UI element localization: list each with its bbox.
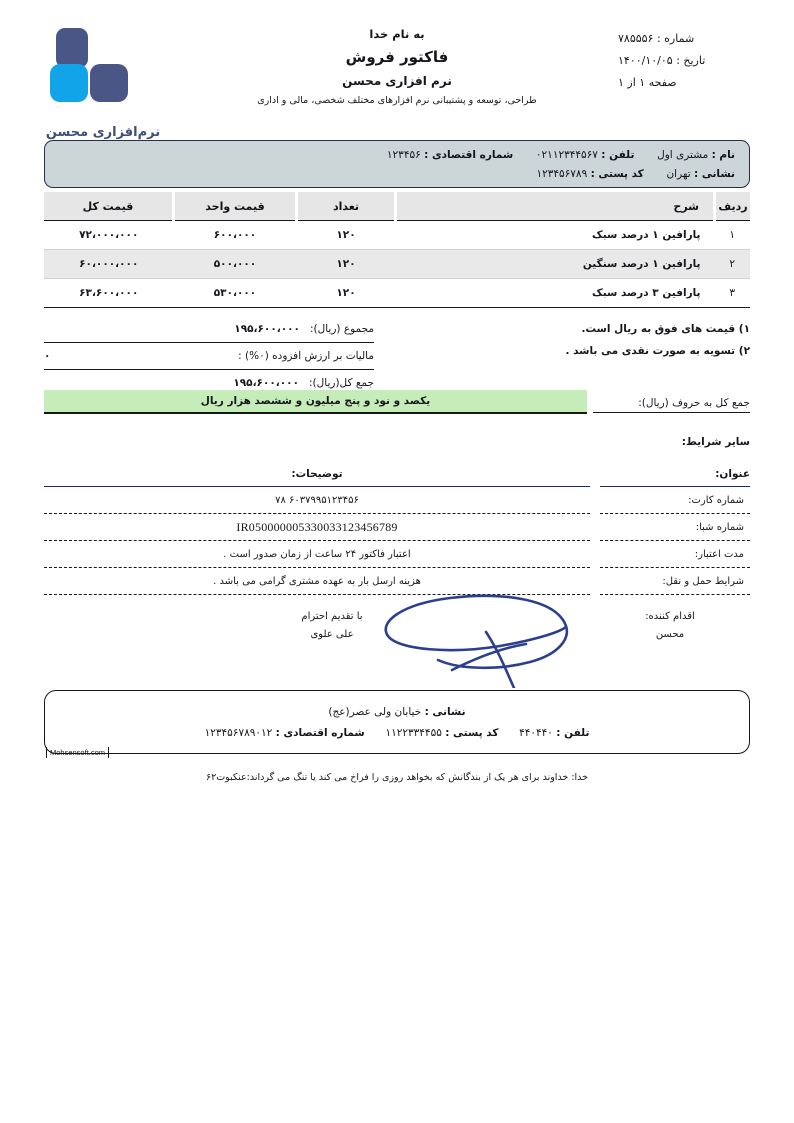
totals-block bbox=[44, 316, 374, 396]
handwritten-signature-icon bbox=[380, 588, 630, 688]
footer-contact-line bbox=[45, 723, 749, 744]
company-name: نرم افزاری محسن bbox=[342, 74, 452, 88]
condition-value: ۶۰۳۷۹۹۵۱۲۳۴۵۶ ۷۸ bbox=[44, 487, 590, 514]
header-unit-price: قیمت واحد bbox=[174, 192, 297, 221]
amount-in-words-label: جمع کل به حروف (ریال): bbox=[638, 397, 750, 409]
amount-in-words-divider bbox=[593, 412, 750, 413]
grand-total-label: جمع کل(ریال): bbox=[309, 377, 374, 389]
brand-website-tag[interactable]: Mohsensoft.com bbox=[46, 747, 109, 758]
footer-address-line bbox=[45, 702, 749, 723]
footer-address-label: نشانی : bbox=[424, 706, 466, 718]
list-item bbox=[44, 487, 750, 514]
cell-description: پارافین ۱ درصد سبک bbox=[396, 221, 715, 250]
customer-phone-label: تلفن : bbox=[601, 149, 635, 161]
conditions-body bbox=[44, 487, 750, 595]
condition-gap bbox=[590, 541, 600, 568]
conditions-table bbox=[44, 462, 750, 595]
logo-blocks-icon bbox=[28, 22, 178, 122]
cell-unit-price: ۵۰۰،۰۰۰ bbox=[174, 250, 297, 279]
list-item bbox=[44, 514, 750, 541]
amount-in-words-strip bbox=[44, 390, 587, 414]
table-row bbox=[44, 221, 750, 250]
bismillah-text: به نام خدا bbox=[369, 27, 425, 41]
invoice-header bbox=[0, 22, 794, 140]
conditions-header-row bbox=[44, 462, 750, 487]
customer-address-value: تهران bbox=[666, 168, 691, 180]
invoice-number-label: شماره : bbox=[656, 32, 695, 45]
customer-line-1 bbox=[59, 146, 735, 165]
vat-label: مالیات بر ارزش افزوده (۰%) : bbox=[238, 350, 374, 362]
customer-econ-label: شماره اقتصادی : bbox=[424, 149, 514, 161]
list-item bbox=[44, 541, 750, 568]
customer-info-box bbox=[44, 140, 750, 188]
note-line-1: ۱) قیمت های فوق به ریال است. bbox=[581, 323, 750, 335]
vat-row bbox=[44, 343, 374, 370]
cell-row-number: ۱ bbox=[715, 221, 751, 250]
invoice-number-row bbox=[618, 28, 780, 50]
regards-block bbox=[272, 608, 392, 644]
regards-line-2: علی علوی bbox=[310, 629, 354, 640]
regards-line-1: با تقدیم احترام bbox=[301, 611, 363, 622]
cell-quantity: ۱۲۰ bbox=[297, 221, 396, 250]
line-items-body bbox=[44, 221, 750, 308]
conditions-header-gap bbox=[590, 462, 600, 487]
cell-quantity: ۱۲۰ bbox=[297, 279, 396, 308]
customer-name-label: نام : bbox=[711, 149, 735, 161]
signature-area bbox=[380, 588, 630, 688]
condition-value: هزینه ارسل بار به عهده مشتری گرامی می باشد . bbox=[44, 568, 590, 595]
condition-gap bbox=[590, 514, 600, 541]
customer-address-label: نشانی : bbox=[694, 168, 735, 180]
amount-in-words-value: یکصد و نود و پنج میلیون و ششصد هزار ریال bbox=[200, 395, 431, 407]
cell-unit-price: ۶۰۰،۰۰۰ bbox=[174, 221, 297, 250]
cell-description: پارافین ۳ درصد سبک bbox=[396, 279, 715, 308]
customer-postal-label: کد پستی : bbox=[590, 168, 644, 180]
condition-gap bbox=[590, 487, 600, 514]
footer-postal-value: ۱۱۲۲۳۳۴۴۵۵ bbox=[385, 727, 442, 739]
header-row-number: ردیف bbox=[715, 192, 751, 221]
footer-postal-label: کد پستی : bbox=[445, 727, 499, 739]
line-items-table bbox=[44, 192, 750, 308]
invoice-date-value: ۱۴۰۰/۱۰/۰۵ bbox=[618, 54, 673, 67]
footer-phone-label: تلفن : bbox=[556, 727, 590, 739]
invoice-page-number: صفحه ۱ از ۱ bbox=[618, 76, 677, 89]
invoice-date-label: تاریخ : bbox=[676, 54, 706, 67]
customer-phone-value: ۰۲۱۱۲۳۴۴۵۶۷ bbox=[535, 149, 598, 161]
condition-title: مدت اعتبار: bbox=[600, 541, 750, 568]
conditions-section-title: سایر شرایط: bbox=[681, 436, 750, 448]
footer-contact-box bbox=[44, 690, 750, 754]
subtotal-value: ۱۹۵،۶۰۰،۰۰۰ bbox=[234, 323, 300, 335]
subtotal-row bbox=[44, 316, 374, 343]
document-title: فاکتور فروش bbox=[345, 48, 449, 66]
cell-quantity: ۱۲۰ bbox=[297, 250, 396, 279]
subtotal-label: مجموع (ریال): bbox=[309, 323, 374, 335]
condition-title: شماره کارت: bbox=[600, 487, 750, 514]
invoice-number-value: ۷۸۵۵۵۶ bbox=[618, 32, 654, 45]
cell-total-price: ۶۳،۶۰۰،۰۰۰ bbox=[44, 279, 174, 308]
cell-total-price: ۶۰،۰۰۰،۰۰۰ bbox=[44, 250, 174, 279]
footer-econ-label: شماره اقتصادی : bbox=[275, 727, 365, 739]
condition-title: شرایط حمل و نقل: bbox=[600, 568, 750, 595]
company-logo bbox=[28, 22, 178, 140]
customer-postal-value: ۱۲۳۴۵۶۷۸۹ bbox=[536, 168, 588, 180]
cell-total-price: ۷۲،۰۰۰،۰۰۰ bbox=[44, 221, 174, 250]
note-line-2: ۲) تسویه به صورت نقدی می باشد . bbox=[565, 345, 750, 357]
conditions-header-title: عنوان: bbox=[600, 462, 750, 487]
table-row bbox=[44, 279, 750, 308]
customer-line-2 bbox=[59, 165, 735, 184]
invoice-date-row bbox=[618, 50, 780, 72]
condition-title: شماره شبا: bbox=[600, 514, 750, 541]
table-row bbox=[44, 250, 750, 279]
customer-name-value: مشتری اول bbox=[657, 149, 709, 161]
logo-wordmark: نرم‌افزاری محسن bbox=[45, 125, 161, 140]
footer-quote: خدا: خداوند برای هر یک از بندگانش که بخواهد روزی را فراخ می کند یا تنگ می گرداند:عنکبوت۶۲ bbox=[205, 772, 589, 783]
company-tagline: طراحی، توسعه و پشتیبانی نرم افزارهای مختلف شخصی، مالی و اداری bbox=[257, 95, 537, 106]
condition-value: اعتبار فاکتور ۲۴ ساعت از زمان صدور است . bbox=[44, 541, 590, 568]
cell-description: پارافین ۱ درصد سنگین bbox=[396, 250, 715, 279]
table-header-row bbox=[44, 192, 750, 221]
footer-address-value: خیابان ولی عصر(عج) bbox=[328, 706, 422, 718]
issuer-label: اقدام کننده: bbox=[645, 611, 695, 622]
grand-total-value: ۱۹۵،۶۰۰،۰۰۰ bbox=[233, 377, 299, 389]
condition-value: IR050000005330033123456789 bbox=[44, 514, 590, 541]
cell-row-number: ۲ bbox=[715, 250, 751, 279]
cell-row-number: ۳ bbox=[715, 279, 751, 308]
header-total-price: قیمت کل bbox=[44, 192, 174, 221]
cell-unit-price: ۵۳۰،۰۰۰ bbox=[174, 279, 297, 308]
conditions-header-value: توضیحات: bbox=[44, 462, 590, 487]
header-description: شرح bbox=[396, 192, 715, 221]
header-quantity: تعداد bbox=[297, 192, 396, 221]
invoice-meta bbox=[600, 28, 780, 94]
invoice-notes bbox=[450, 318, 750, 362]
vat-value: ۰ bbox=[44, 350, 51, 362]
footer-phone-value: ۴۴۰۴۴۰ bbox=[519, 727, 553, 739]
issuer-value: محسن bbox=[655, 629, 685, 640]
invoice-titles bbox=[200, 22, 594, 110]
customer-econ-value: ۱۲۳۴۵۶ bbox=[386, 149, 421, 161]
footer-econ-value: ۱۲۳۴۵۶۷۸۹۰۱۲ bbox=[204, 727, 273, 739]
